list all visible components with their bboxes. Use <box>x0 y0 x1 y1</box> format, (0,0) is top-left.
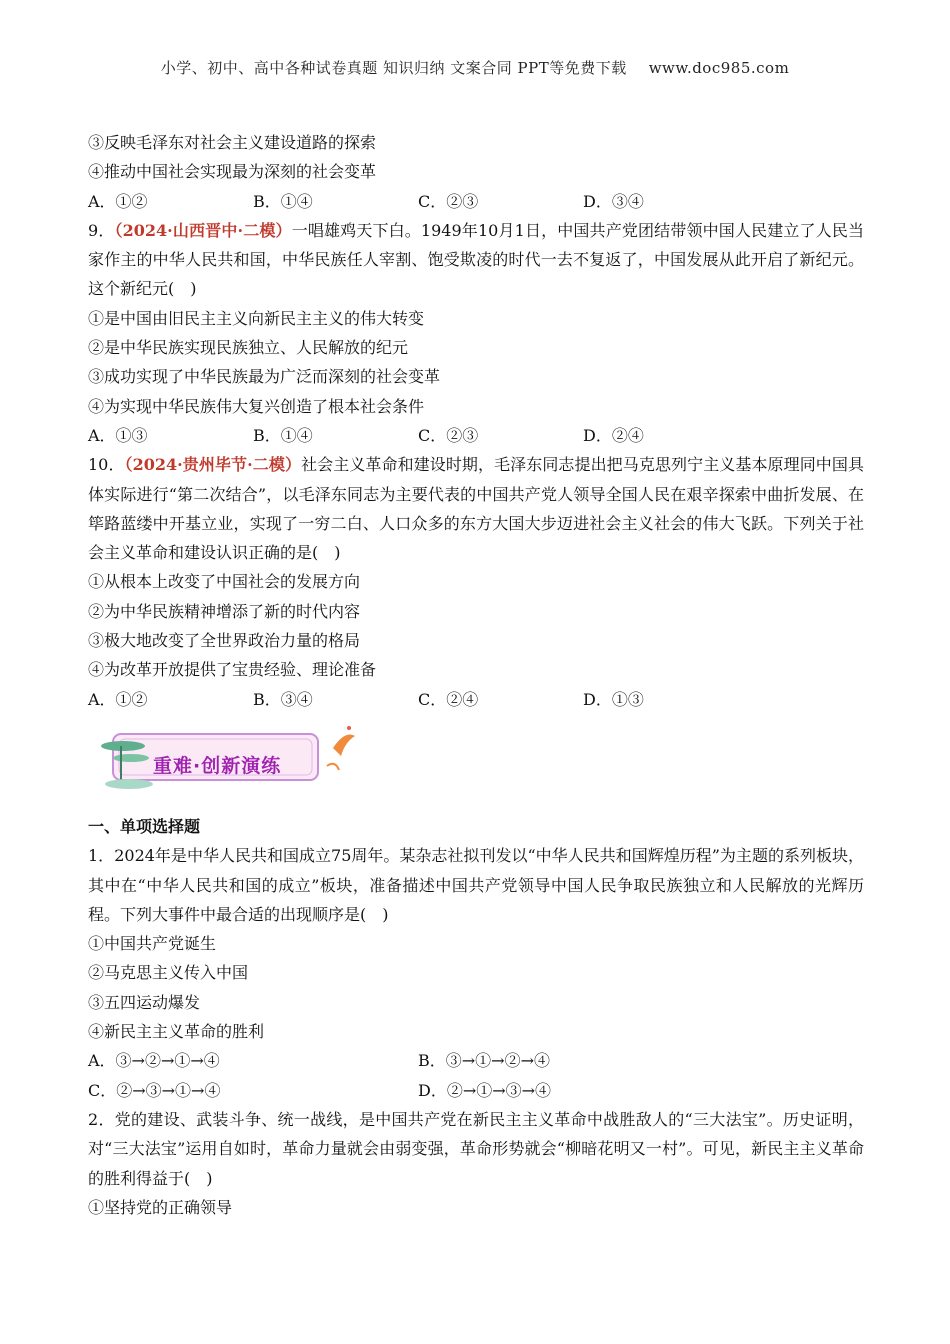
question-number: 10． <box>88 455 125 475</box>
statement-item: ②为中华民族精神增添了新的时代内容 <box>88 601 361 621</box>
option-c[interactable]: C．②→③→①→④ <box>88 1080 221 1100</box>
statement-item: ①中国共产党诞生 <box>88 934 217 954</box>
question-text: 社会主义革命和建设时期，毛泽东同志提出把马克思列宁主义基本原理同中国具体实际进行“第二次结合”，以毛泽东同志为主要代表的中国共产党人领导全国人民在艰辛探索中曲折发展、在筚路蓝缕中开基立业，实现了一穷二白、人口众多的东方大国大步迈进社会主义社会的伟大飞跃。下列关于社会主义革命和建设认识正确的是( ) <box>88 455 864 563</box>
option-c[interactable]: C．②③ <box>418 425 479 445</box>
option-b[interactable]: B．①④ <box>253 191 313 211</box>
question-text: 2024年是中华人民共和国成立75周年。某杂志社拟刊发以“中华人民共和国辉煌历程”为主题的系列板块，其中在“中华人民共和国的成立”板块，准备描述中国共产党领导中国人民争取民族独立和人民解放的光辉历程。下列大事件中最合适的出现顺序是( ) <box>88 846 864 924</box>
option-d[interactable]: D．③④ <box>583 191 644 211</box>
prev-question <box>88 128 864 216</box>
question-text: 党的建设、武装斗争、统一战线，是中国共产党在新民主主义革命中战胜敌人的“三大法宝”。历史证明，对“三大法宝”运用自如时，革命力量就会由弱变强，革命形势就会“柳暗花明又一村”。可见，新民主主义革命的胜利得益于( ) <box>88 1109 864 1188</box>
statement-item: ③反映毛泽东对社会主义建设道路的探索 <box>88 133 377 152</box>
option-b[interactable]: B．③④ <box>253 689 313 709</box>
tail-icon <box>327 764 339 770</box>
question-stem <box>88 841 864 929</box>
question-stem <box>88 216 864 304</box>
statement-item: ④为改革开放提供了宝贵经验、理论准备 <box>88 660 377 680</box>
statement-item: ③极大地改变了全世界政治力量的格局 <box>88 631 361 651</box>
option-a[interactable]: A．①② <box>88 191 148 211</box>
section-question-2 <box>88 1105 864 1222</box>
answer-options <box>88 187 864 216</box>
statement-item: ③五四运动爆发 <box>88 992 201 1012</box>
question-source: （2024·贵州毕节·二模） <box>124 455 302 475</box>
question-number: 9． <box>88 220 115 240</box>
statement-item: ①坚持党的正确领导 <box>88 1197 233 1217</box>
option-a[interactable]: A．①② <box>88 689 148 709</box>
page-header <box>0 57 950 78</box>
question-10 <box>88 450 864 714</box>
option-c[interactable]: C．②④ <box>418 689 479 709</box>
document-body <box>88 128 864 1222</box>
question-stem <box>88 450 864 567</box>
question-text: 一唱雄鸡天下白。1949年10月1日，中国共产党团结带领中国人民建立了人民当家作主的中华人民共和国，中华民族任人宰割、饱受欺凌的时代一去不复返了，中国发展从此开启了新纪元。这个新纪元( ) <box>88 220 864 299</box>
statement-item: ②是中华民族实现民族独立、人民解放的纪元 <box>88 338 409 358</box>
option-d[interactable]: D．①③ <box>583 689 644 709</box>
question-number: 2． <box>88 1109 115 1129</box>
statement-item: ④新民主主义革命的胜利 <box>88 1022 265 1042</box>
option-a[interactable]: A．③→②→①→④ <box>88 1051 220 1071</box>
option-b[interactable]: B．③→①→②→④ <box>418 1051 550 1071</box>
answer-options-row <box>88 1046 864 1075</box>
answer-options <box>88 421 864 450</box>
banner-title: 重难·创新演练 <box>153 754 282 777</box>
option-d[interactable]: D．②→①→③→④ <box>418 1080 552 1100</box>
dot-icon <box>347 726 351 730</box>
header-text: 小学、初中、高中各种试卷真题 知识归纳 文案合同 PPT等免费下载 <box>160 59 627 77</box>
section-question-1 <box>88 841 864 1105</box>
answer-options-row <box>88 1076 864 1105</box>
statement-item: ②马克思主义传入中国 <box>88 963 249 983</box>
header-url[interactable]: www.doc985.com <box>648 59 790 77</box>
option-d[interactable]: D．②④ <box>583 425 644 445</box>
statement-item: ③成功实现了中华民族最为广泛而深刻的社会变革 <box>88 367 441 387</box>
statement-item: ①是中国由旧民主主义向新民主主义的伟大转变 <box>88 308 425 328</box>
section-banner <box>83 714 864 804</box>
question-stem <box>88 1105 864 1193</box>
water-icon <box>105 779 153 789</box>
statement-item: ①从根本上改变了中国社会的发展方向 <box>88 572 361 592</box>
question-source: （2024·山西晋中·二模） <box>114 220 292 240</box>
option-a[interactable]: A．①③ <box>88 425 148 445</box>
option-b[interactable]: B．①④ <box>253 425 313 445</box>
question-number: 1． <box>88 846 115 866</box>
statement-item: ④为实现中华民族伟大复兴创造了根本社会条件 <box>88 396 425 416</box>
statement-item: ④推动中国社会实现最为深刻的社会变革 <box>88 162 377 182</box>
leaf-icon <box>101 741 145 751</box>
leaf-icon <box>113 754 149 762</box>
question-9 <box>88 216 864 450</box>
option-c[interactable]: C．②③ <box>418 191 479 211</box>
answer-options <box>88 685 864 714</box>
fish-icon <box>333 734 355 756</box>
section-title: 一、单项选择题 <box>88 816 201 836</box>
